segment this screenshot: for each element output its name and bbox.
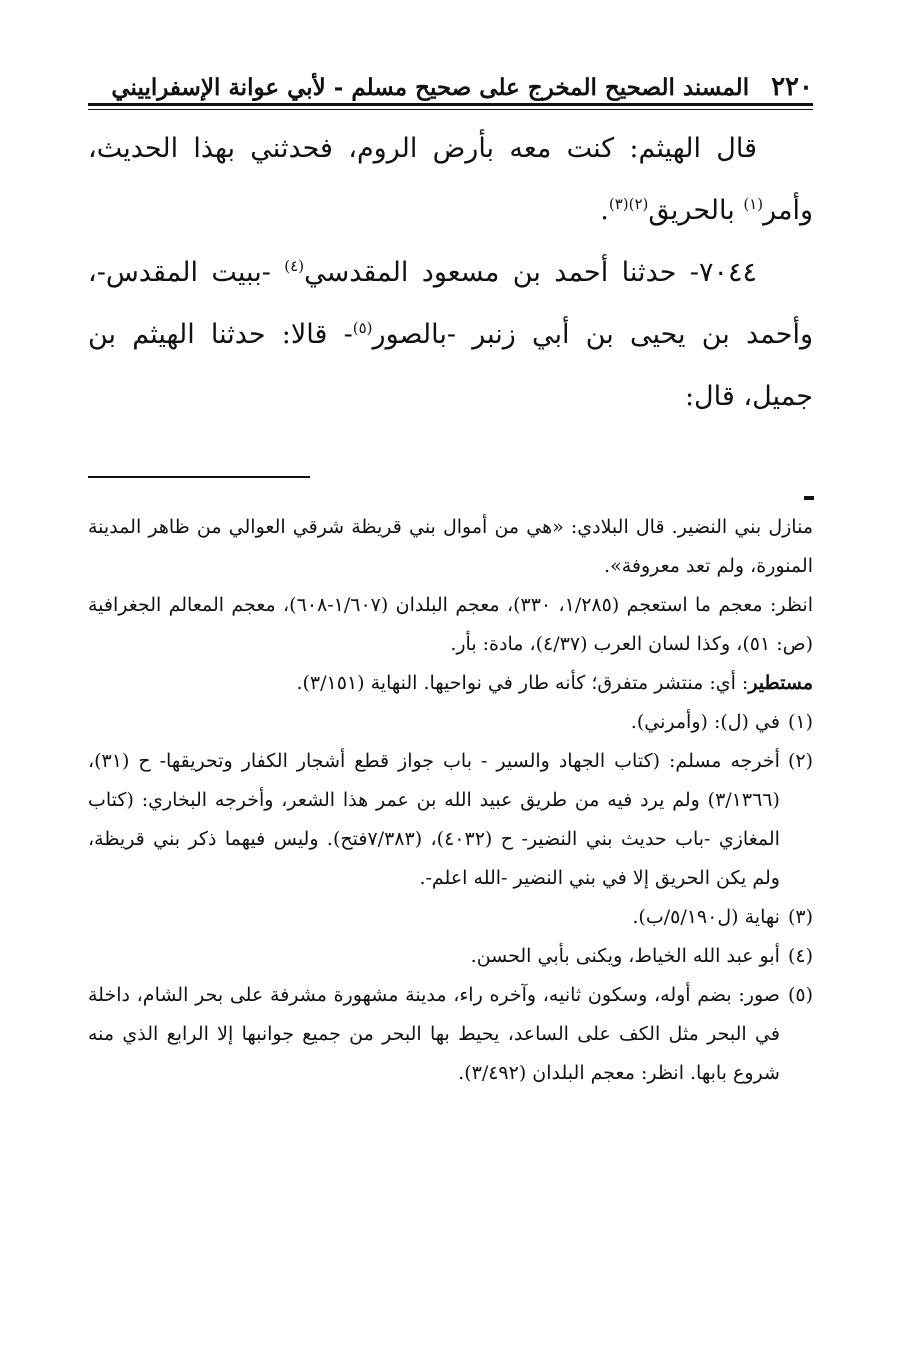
footnote-ref: (٤)	[284, 257, 305, 275]
paragraph-text: -ببيت المقدس-، وأحمد بن يحيى بن أبي زنبر -بالصور	[88, 257, 813, 350]
footnote-separator	[88, 476, 310, 478]
page-number: ٢٢٠	[771, 72, 813, 102]
footnote-continuation	[88, 664, 813, 703]
main-paragraph-2	[88, 242, 813, 428]
main-paragraph-1	[88, 118, 813, 242]
footnote-number: (٣)	[787, 906, 813, 928]
footnote-ref: (٢)(٣)	[608, 195, 649, 213]
footnote-4	[88, 937, 813, 976]
book-title: المسند الصحيح المخرج على صحيح مسلم - لأبي عوانة الإسفراييني	[111, 73, 750, 101]
glossary-definition: : أي: منتشر متفرق؛ كأنه طار في نواحيها. النهاية (٣/١٥١).	[296, 672, 749, 694]
footnote-continuation: منازل بني النضير. قال البلادي: «هي من أموال بني قريظة شرقي العوالي من ظاهر المدينة المنورة، ولم تعد معروفة».	[88, 516, 813, 577]
main-text	[88, 118, 813, 428]
paragraph-text: - قالا: حدثنا الهيثم بن جميل، قال:	[88, 319, 813, 412]
paragraph-text: بالحريق	[648, 195, 744, 226]
footnote-ref: (٥)	[352, 319, 373, 337]
footnote-text: صور: بضم أوله، وسكون ثانيه، وآخره راء، مدينة مشهورة مشرفة على بحر الشام، داخلة في البحر مثل الكف على الساعد، يحيط بها البحر من جميع جوانبها إلا الرابع الذي منه شروع بابها. انظر: معجم البلدان (٣/٤٩٢).	[88, 984, 780, 1084]
footnote-1	[88, 703, 813, 742]
header-rule-thick	[88, 103, 813, 106]
footnote-number: (٥)	[787, 984, 813, 1006]
footnote-2	[88, 742, 813, 898]
footnote-5	[88, 976, 813, 1093]
footnotes	[88, 508, 813, 1093]
footnote-number: (٢)	[787, 750, 813, 772]
footnote-text: أبو عبد الله الخياط، ويكنى بأبي الحسن.	[470, 945, 780, 967]
footnote-3	[88, 898, 813, 937]
glossary-term: مستطير	[748, 672, 813, 694]
paragraph-text: .	[600, 195, 609, 226]
footnote-number: (٤)	[787, 945, 813, 967]
running-header	[88, 72, 813, 102]
footnote-number: (١)	[787, 711, 813, 733]
footnote-text: في (ل): (وأمرني).	[630, 711, 780, 733]
paragraph-text: ٧٠٤٤- حدثنا أحمد بن مسعود المقدسي	[304, 257, 758, 288]
footnote-ref: (١)	[743, 195, 764, 213]
footnote-text: نهاية (ل٥/١٩٠/ب).	[632, 906, 780, 928]
paragraph-text: قال الهيثم: كنت معه بأرض الروم، فحدثني بهذا الحديث، وأمر	[88, 133, 813, 226]
footnote-text: أخرجه مسلم: (كتاب الجهاد والسير - باب جواز قطع أشجار الكفار وتحريقها- ح (٣١)، (٣/١٣٦٦) ولم يرد فيه من طريق عبيد الله بن عمر هذا الشعر، وأخرجه البخاري: (كتاب المغازي -باب حديث بني النضير- ح (٤٠٣٢)، (٧/٣٨٣فتح). وليس فيهما ذكر بني قريظة، ولم يكن الحريق إلا في بني النضير -الله اعلم-.	[88, 750, 780, 889]
continuation-mark	[804, 496, 814, 500]
footnote-continuation: انظر: معجم ما استعجم (١/٢٨٥، ٣٣٠)، معجم البلدان (١/٦٠٧-٦٠٨)، معجم المعالم الجغرافية (ص: ٥١)، وكذا لسان العرب (٤/٣٧)، مادة: بأر.	[88, 594, 813, 655]
header-rule-thin	[88, 109, 813, 110]
